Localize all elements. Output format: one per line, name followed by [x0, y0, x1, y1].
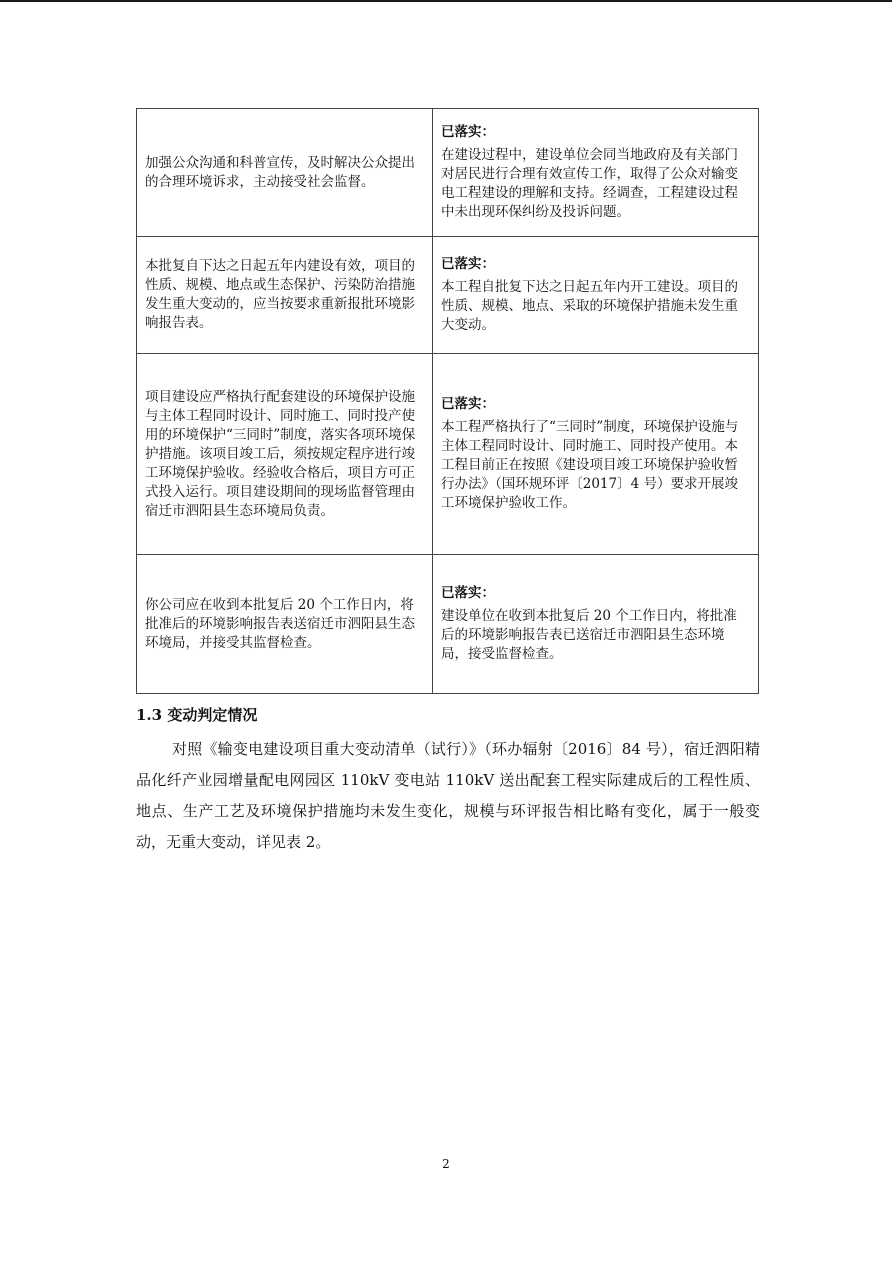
implementation-text: 建设单位在收到本批复后 20 个工作日内，将批准后的环境影响报告表已送宿迁市泗阳县生态环境局，接受监督检查。	[441, 608, 737, 662]
table-row	[137, 555, 759, 694]
status-label: 已落实：	[441, 585, 495, 601]
requirement-text: 本批复自下达之日起五年内建设有效，项目的性质、规模、地点或生态保护、污染防治措施发生重大变动的，应当按要求重新报批环境影响报告表。	[145, 258, 415, 331]
section-heading: 1.3 变动判定情况	[136, 706, 258, 724]
table-row	[137, 237, 759, 354]
implementation-cell	[433, 237, 759, 354]
requirement-cell	[137, 109, 433, 237]
requirement-text: 加强公众沟通和科普宣传，及时解决公众提出的合理环境诉求，主动接受社会监督。	[145, 154, 415, 190]
implementation-cell	[433, 109, 759, 237]
page-top-rule	[0, 0, 892, 2]
requirement-cell	[137, 237, 433, 354]
table-row	[137, 109, 759, 237]
implementation-cell	[433, 555, 759, 694]
implementation-cell	[433, 354, 759, 555]
implementation-text: 本工程自批复下达之日起五年内开工建设。项目的性质、规模、地点、采取的环境保护措施未发生重大变动。	[441, 279, 738, 333]
status-label: 已落实：	[441, 124, 495, 140]
requirement-text: 你公司应在收到本批复后 20 个工作日内，将批准后的环境影响报告表送宿迁市泗阳县生态环境局，并接受其监督检查。	[145, 596, 415, 651]
requirement-text: 项目建设应严格执行配套建设的环境保护设施与主体工程同时设计、同时施工、同时投产使用的环境保护“三同时”制度，落实各项环境保护措施。该项目竣工后，须按规定程序进行竣工环境保护验收。经验收合格后，项目方可正式投入运行。项目建设期间的现场监督管理由宿迁市泗阳县生态环境局负责。	[145, 388, 416, 519]
status-label: 已落实：	[441, 396, 495, 412]
implementation-text: 本工程严格执行了“三同时”制度，环境保护设施与主体工程同时设计、同时施工、同时投产使用。本工程目前正在按照《建设项目竣工环境保护验收暂行办法》（国环规环评〔2017〕4 号）要求开展竣工环境保护验收工作。	[441, 419, 739, 511]
status-label: 已落实：	[441, 256, 495, 272]
table-row	[137, 354, 759, 555]
compliance-table	[136, 108, 759, 694]
page-number: 2	[442, 1157, 450, 1171]
requirement-cell	[137, 354, 433, 555]
requirement-cell	[137, 555, 433, 694]
section-paragraph: 对照《输变电建设项目重大变动清单（试行）》（环办辐射〔2016〕84 号），宿迁泗阳精品化纤产业园增量配电网园区 110kV 变电站 110kV 送出配套工程实际建成后的工程性质、地点、生产工艺及环境保护措施均未发生变化，规模与环评报告相比略有变化，属于一般变动，无重大变动，详见表 2。	[136, 740, 760, 851]
implementation-text: 在建设过程中，建设单位会同当地政府及有关部门对居民进行合理有效宣传工作，取得了公众对输变电工程建设的理解和支持。经调查，工程建设过程中未出现环保纠纷及投诉问题。	[441, 147, 738, 220]
